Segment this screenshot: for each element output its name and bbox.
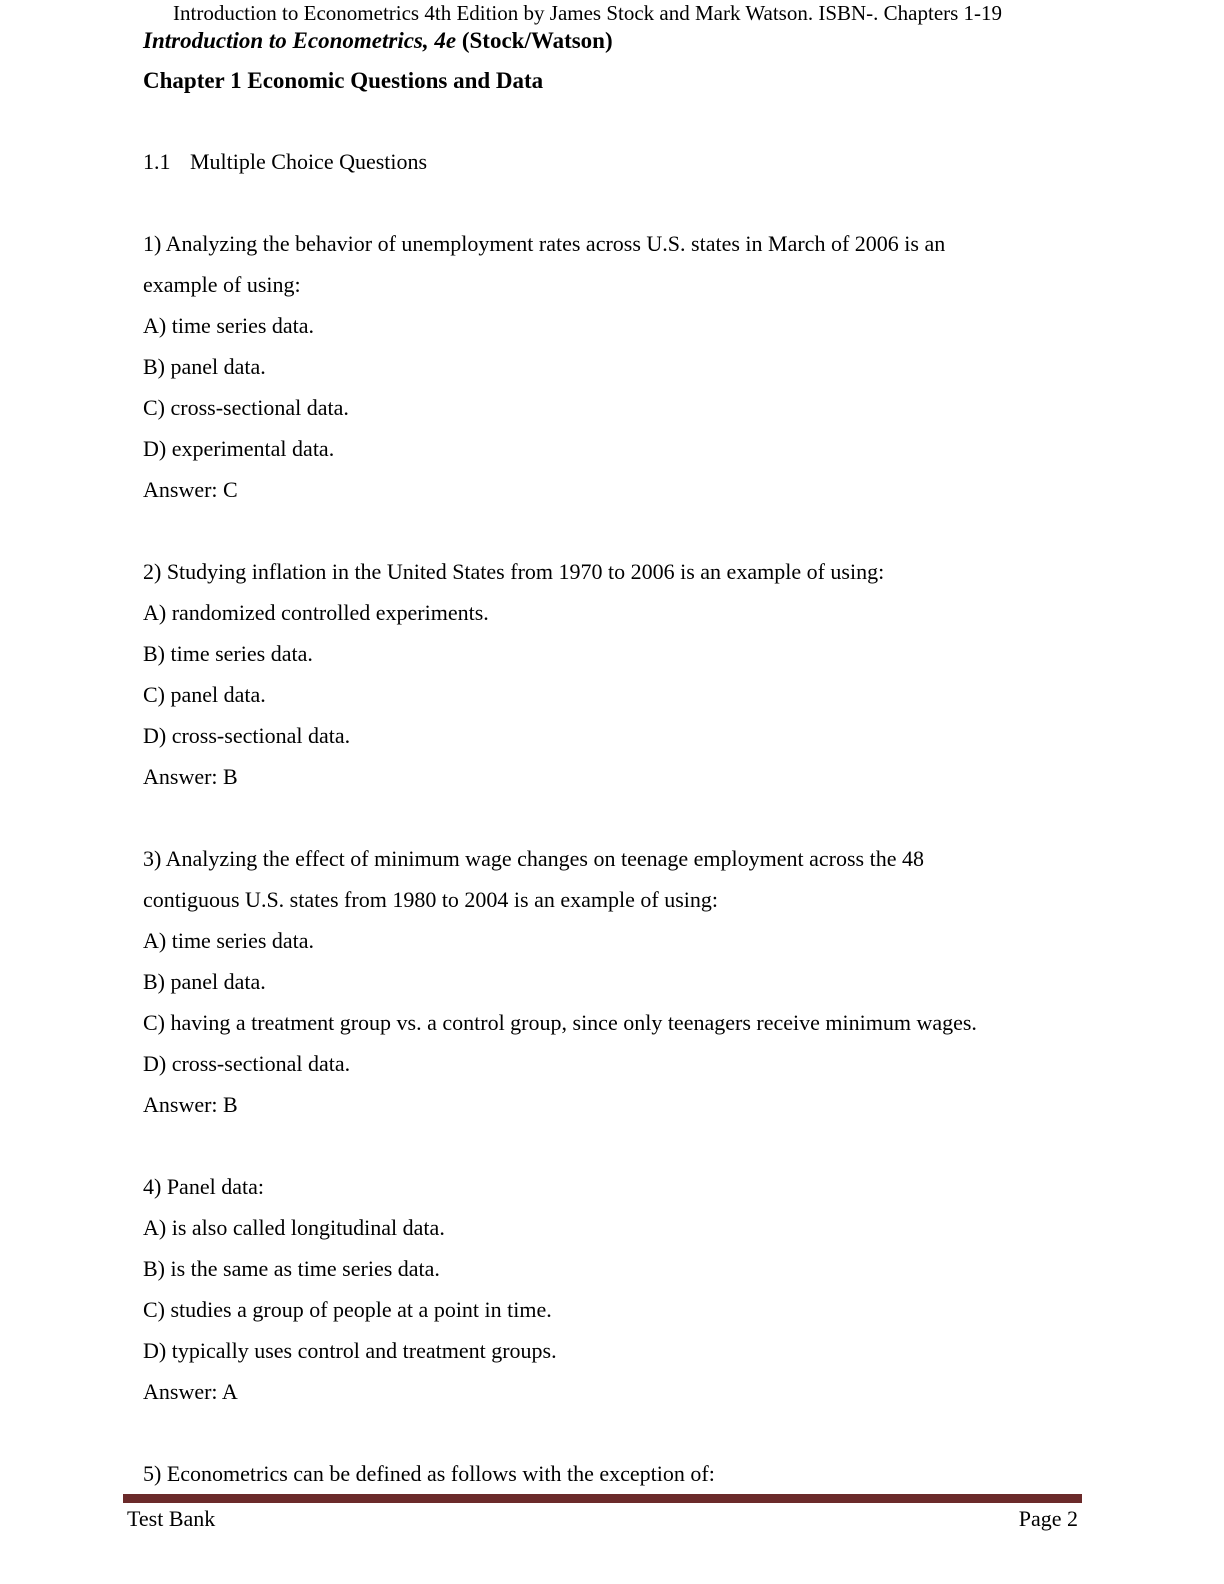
- question-1: [143, 230, 1083, 517]
- answer-option: A) randomized controlled experiments.: [143, 600, 489, 625]
- answer-option: D) experimental data.: [143, 436, 335, 461]
- answer-option: A) time series data.: [143, 928, 315, 953]
- answer-option: B) time series data.: [143, 641, 313, 666]
- question-stem: 1) Analyzing the behavior of unemployment rates across U.S. states in March of 2006 is an: [143, 231, 946, 256]
- answer-option: C) cross-sectional data.: [143, 395, 349, 420]
- answer-option: D) cross-sectional data.: [143, 1051, 351, 1076]
- question-2: [143, 558, 1083, 804]
- answer-key: Answer: A: [143, 1379, 238, 1404]
- answer-option: D) typically uses control and treatment groups.: [143, 1338, 557, 1363]
- answer-option: B) panel data.: [143, 969, 266, 994]
- question-list: [143, 230, 1083, 1501]
- answer-key: Answer: B: [143, 1092, 238, 1117]
- question-3: [143, 845, 1083, 1132]
- footer-label: Test Bank: [127, 1506, 216, 1531]
- book-title-authors: (Stock/Watson): [456, 28, 613, 53]
- page-number: Page 2: [1018, 1506, 1078, 1531]
- section-title: Multiple Choice Questions: [190, 149, 428, 174]
- question-stem: 3) Analyzing the effect of minimum wage changes on teenage employment across the 48: [143, 846, 924, 871]
- answer-key: Answer: C: [143, 477, 238, 502]
- answer-option: A) is also called longitudinal data.: [143, 1215, 445, 1240]
- footer-rule: [123, 1494, 1082, 1503]
- book-title-italic: Introduction to Econometrics, 4e: [143, 28, 457, 53]
- answer-option: C) panel data.: [143, 682, 266, 707]
- book-title: [143, 27, 613, 55]
- question-stem: 5) Econometrics can be defined as follows with the exception of:: [143, 1461, 715, 1486]
- section-heading: [143, 148, 427, 176]
- answer-option: B) is the same as time series data.: [143, 1256, 440, 1281]
- question-stem: contiguous U.S. states from 1980 to 2004 is an example of using:: [143, 887, 718, 912]
- answer-option: A) time series data.: [143, 313, 315, 338]
- answer-option: D) cross-sectional data.: [143, 723, 351, 748]
- answer-option: C) studies a group of people at a point in time.: [143, 1297, 552, 1322]
- question-stem: example of using:: [143, 272, 301, 297]
- answer-key: Answer: B: [143, 764, 238, 789]
- question-stem: 2) Studying inflation in the United States from 1970 to 2006 is an example of using:: [143, 559, 885, 584]
- answer-option: B) panel data.: [143, 354, 266, 379]
- answer-option: C) having a treatment group vs. a control group, since only teenagers receive minimum wages.: [143, 1010, 977, 1035]
- running-header: Introduction to Econometrics 4th Edition by James Stock and Mark Watson. ISBN-. Chapters 1-19: [173, 1, 1003, 25]
- chapter-title: Chapter 1 Economic Questions and Data: [143, 68, 544, 93]
- question-stem: 4) Panel data:: [143, 1174, 264, 1199]
- section-number: 1.1: [143, 149, 171, 174]
- question-4: [143, 1173, 1083, 1419]
